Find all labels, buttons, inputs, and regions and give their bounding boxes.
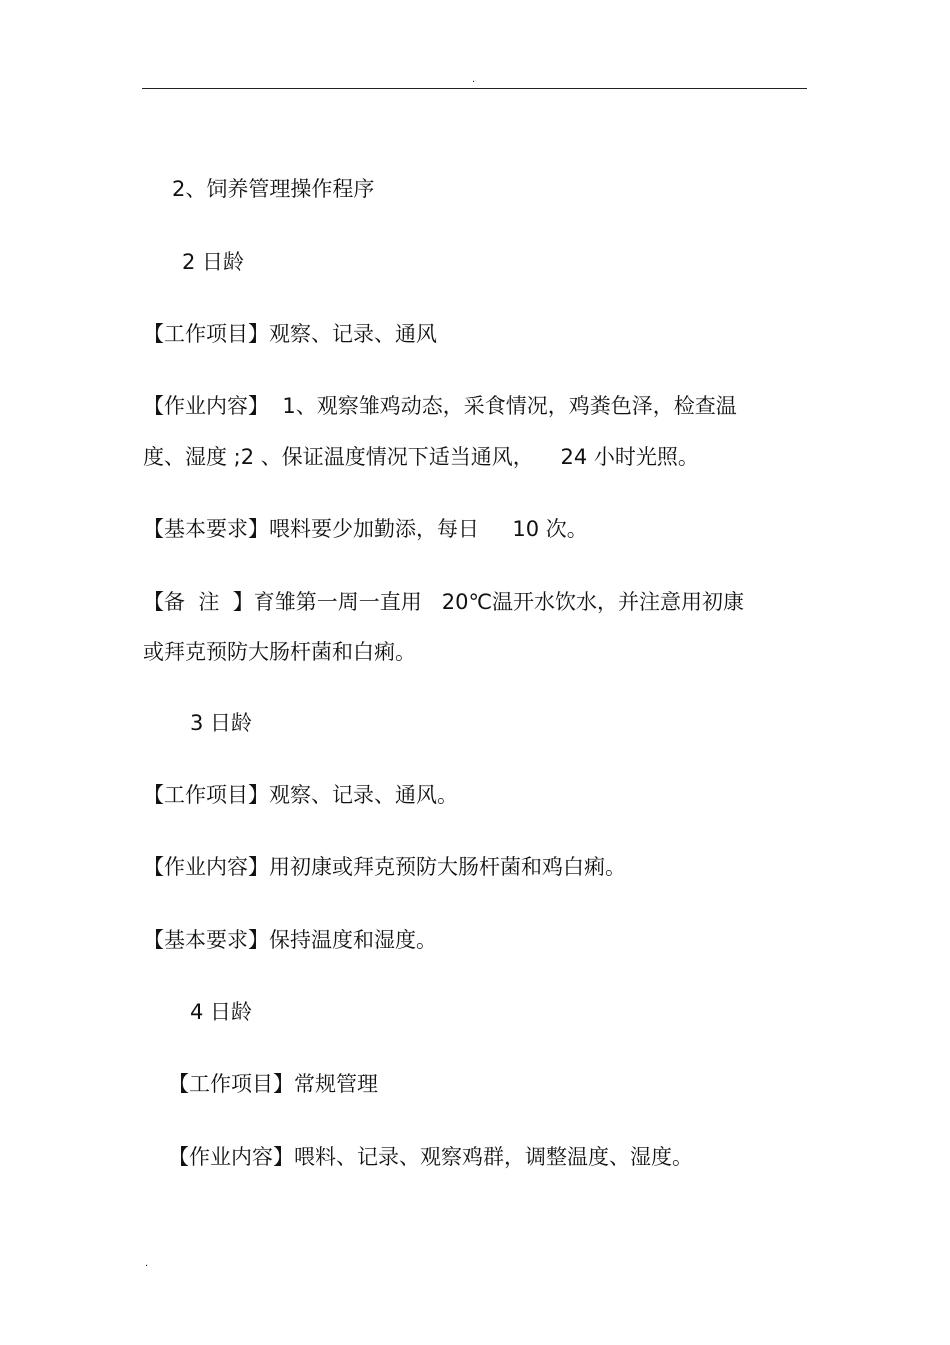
day-3-work-item: 【工作项目】观察、记录、通风。 xyxy=(143,783,458,807)
day-3-work-content: 【作业内容】用初康或拜克预防大肠杆菌和鸡白痢。 xyxy=(143,855,626,879)
day-4-work-item: 【工作项目】常规管理 xyxy=(168,1072,378,1096)
day-2-remarks: 【备 注 】育雏第一周一直用 20℃温开水饮水，并注意用初康 xyxy=(143,590,745,614)
day-3-basic-requirement: 【基本要求】保持温度和湿度。 xyxy=(143,928,437,952)
day-2-basic-requirement: 【基本要求】喂料要少加勤添，每日 10 次。 xyxy=(143,517,588,541)
day-4-heading: 4 日龄 xyxy=(190,1000,253,1024)
day-2-work-content: 【作业内容】 1、观察雏鸡动态，采食情况，鸡粪色泽，检查温 xyxy=(143,394,737,418)
day-4-work-content: 【作业内容】喂料、记录、观察鸡群，调整温度、湿度。 xyxy=(168,1145,693,1169)
header-mark: . xyxy=(472,74,476,85)
footer-mark: . xyxy=(145,1258,149,1269)
day-3-heading: 3 日龄 xyxy=(190,711,253,735)
section-heading: 2、饲养管理操作程序 xyxy=(172,177,375,201)
day-2-work-item: 【工作项目】观察、记录、通风 xyxy=(143,322,437,346)
day-2-heading: 2 日龄 xyxy=(182,250,245,274)
day-2-remarks-cont: 或拜克预防大肠杆菌和白痢。 xyxy=(143,640,416,664)
header-rule xyxy=(142,88,807,89)
day-2-work-content-cont: 度、湿度 ;2 、保证温度情况下适当通风， 24 小时光照。 xyxy=(143,445,699,469)
